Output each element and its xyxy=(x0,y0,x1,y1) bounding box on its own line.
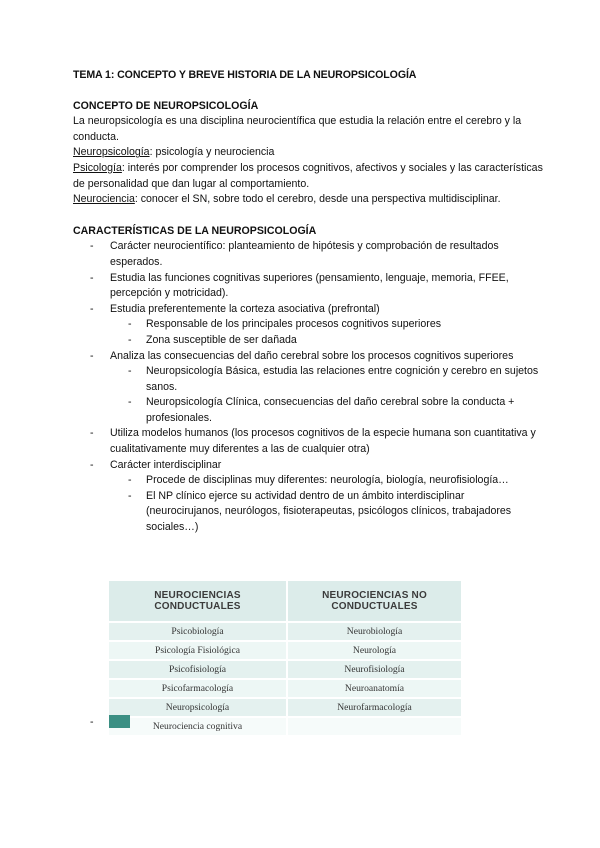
table-cell: Psicofarmacología xyxy=(109,679,287,698)
definition-neuropsicologia xyxy=(73,145,543,161)
table-cell: Neurobiología xyxy=(287,622,461,641)
empty-list-bullet: - xyxy=(90,716,94,728)
table-cell: Neurología xyxy=(287,641,461,660)
list-item-text: Carácter interdisciplinar xyxy=(110,458,222,471)
table-cell: Psicofisiología xyxy=(109,660,287,679)
sublist-item: - Procede de disciplinas muy diferentes: neurología, biología, neurofisiología… xyxy=(146,473,543,489)
list-item xyxy=(110,458,543,536)
table-cell: Neuroanatomía xyxy=(287,679,461,698)
table-cell: Psicobiología xyxy=(109,622,287,641)
header-conductuales: NEUROCIENCIAS CONDUCTUALES xyxy=(109,581,287,622)
header-no-conductuales: NEUROCIENCIAS NO CONDUCTUALES xyxy=(287,581,461,622)
sublist-item: - Zona susceptible de ser dañada xyxy=(146,333,543,349)
definition-neurociencia xyxy=(73,192,543,208)
table-cell: Psicología Fisiológica xyxy=(109,641,287,660)
table-row xyxy=(109,698,461,717)
sublist-item: - El NP clínico ejerce su actividad dentro de un ámbito interdisciplinar (neurocirujanos, neurólogos, fisioterapeutas, psicólogos clínicos, trabajadores sociales…) xyxy=(146,489,543,536)
table-cell: Neuropsicología xyxy=(109,698,287,717)
table-row xyxy=(109,679,461,698)
table-row xyxy=(109,641,461,660)
list-item: - Carácter neurocientífico: planteamiento de hipótesis y comprobación de resultados esperados. xyxy=(110,239,543,270)
list-item-text: Estudia preferentemente la corteza asociativa (prefrontal) xyxy=(110,302,380,315)
definition-term: Neuropsicología xyxy=(73,146,150,159)
table-cell xyxy=(287,717,461,735)
sublist-item: - Responsable de los principales procesos cognitivos superiores xyxy=(146,317,543,333)
list-item-text: Analiza las consecuencias del daño cerebral sobre los procesos cognitivos superiores xyxy=(110,349,514,362)
sublist-item: - Neuropsicología Básica, estudia las relaciones entre cognición y cerebro en sujetos sanos. xyxy=(146,364,543,395)
list-item: - Utiliza modelos humanos (los procesos cognitivos de la especie humana son cuantitativa y cualitativamente muy diferentes a las de cualquier otra) xyxy=(110,426,543,457)
definition-text: : interés por comprender los procesos cognitivos, afectivos y sociales y las características de personalidad que dan lugar al comportamiento. xyxy=(73,161,543,190)
concepto-heading: CONCEPTO DE NEUROPSICOLOGÍA xyxy=(73,99,259,112)
table-row xyxy=(109,660,461,679)
sublist-dano xyxy=(110,364,543,426)
document-body xyxy=(73,68,543,536)
table-cell: Neurofarmacología xyxy=(287,698,461,717)
neurociencias-table xyxy=(109,581,461,735)
list-item xyxy=(110,302,543,349)
table-cell: Neurociencia cognitiva xyxy=(109,717,287,735)
definition-text: : conocer el SN, sobre todo el cerebro, desde una perspectiva multidisciplinar. xyxy=(134,193,501,206)
sublist-corteza xyxy=(110,317,543,348)
sublist-interdisciplinar xyxy=(110,473,543,535)
table-cell: Neurofisiología xyxy=(287,660,461,679)
definition-text: : psicología y neurociencia xyxy=(149,146,275,159)
definition-term: Psicología xyxy=(73,161,122,174)
definition-term: Neurociencia xyxy=(73,193,135,206)
caracteristicas-heading: CARACTERÍSTICAS DE LA NEUROPSICOLOGÍA xyxy=(73,224,317,237)
table-row xyxy=(109,717,461,735)
table-accent-swatch xyxy=(109,715,130,728)
document-title: TEMA 1: CONCEPTO Y BREVE HISTORIA DE LA NEUROPSICOLOGÍA xyxy=(73,69,417,81)
table-row xyxy=(109,622,461,641)
sublist-item: - Neuropsicología Clínica, consecuencias del daño cerebral sobre la conducta + profesionales. xyxy=(146,395,543,426)
caracteristicas-list xyxy=(73,239,543,535)
list-item: - Estudia las funciones cognitivas superiores (pensamiento, lenguaje, memoria, FFEE, percepción y motricidad). xyxy=(110,271,543,302)
definition-psicologia xyxy=(73,161,543,192)
concepto-intro: La neuropsicología es una disciplina neurocientífica que estudia la relación entre el cerebro y la conducta. xyxy=(73,115,522,143)
list-item xyxy=(110,349,543,427)
